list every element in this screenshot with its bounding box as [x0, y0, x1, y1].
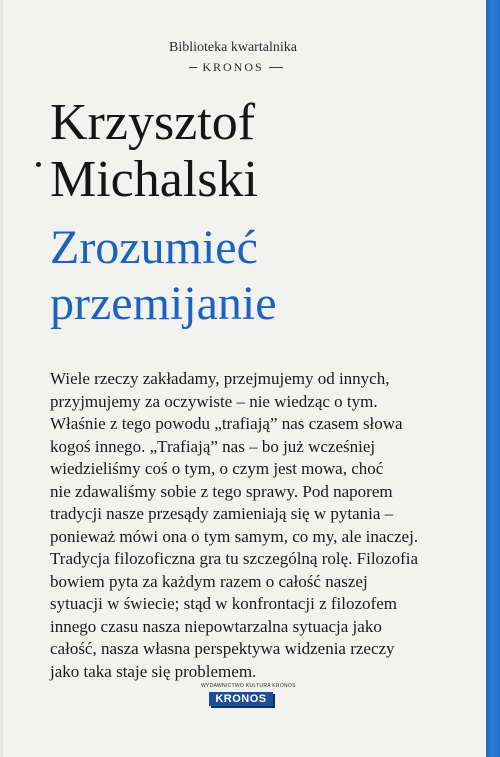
blurb-line: Właśnie z tego powodu „trafiają” nas czasem słowa: [50, 414, 403, 433]
publisher-logo: KRONOS: [209, 692, 273, 706]
blurb-line: Wiele rzeczy zakładamy, przejmujemy od innych,: [50, 369, 390, 388]
cover-blurb: [50, 368, 470, 683]
blurb-line: wiedzieliśmy coś o tym, o czym jest mowa, choć: [50, 459, 384, 478]
title-line-1: Zrozumieć: [50, 221, 258, 274]
author-name: [50, 94, 258, 208]
blurb-line: innego czasu nasza niepowtarzalna sytuacja jako: [50, 616, 382, 636]
blurb-line: nie zdawaliśmy sobie z tego sprawy. Pod naporem: [50, 481, 393, 501]
blurb-line: kogoś innego. „Trafiają” nas – bo już wcześniej: [50, 436, 376, 456]
blurb-line: sytuacji w świecie; stąd w konfrontacji z filozofem: [50, 594, 397, 613]
blurb-line: całość, nasza własna perspektywa widzenia rzeczy: [50, 639, 395, 658]
book-title: [50, 220, 277, 332]
publisher-tagline: WYDAWNICTWO KULTURA KRONOS: [201, 683, 296, 689]
series-brand: KRONOS: [197, 58, 268, 76]
author-last-name: Michalski: [50, 151, 258, 208]
blurb-line: ponieważ mówi ona o tym samym, co my, ale inaczej.: [50, 526, 419, 546]
blurb-line: tradycji nasze przesądy zamieniają się w pytania –: [50, 504, 394, 523]
blurb-line: przyjmujemy za oczywiste – nie wiedząc o tym.: [50, 391, 378, 411]
blurb-line: jako taka staje się problemem.: [50, 661, 257, 681]
spine-edge: [486, 0, 500, 757]
blurb-line: bowiem pyta za każdym razem o całość naszej: [50, 571, 368, 591]
title-line-2: przemijanie: [50, 277, 277, 330]
blurb-line: Tradycja filozoficzna gra tu szczególną rolę. Filozofia: [50, 549, 419, 568]
print-speck: [36, 162, 41, 167]
publisher-mark: [201, 683, 296, 706]
series-name: Biblioteka kwartalnika: [169, 40, 297, 55]
author-first-name: Krzysztof: [50, 94, 256, 151]
series-header: [3, 40, 463, 76]
series-brand-row: [3, 58, 463, 76]
